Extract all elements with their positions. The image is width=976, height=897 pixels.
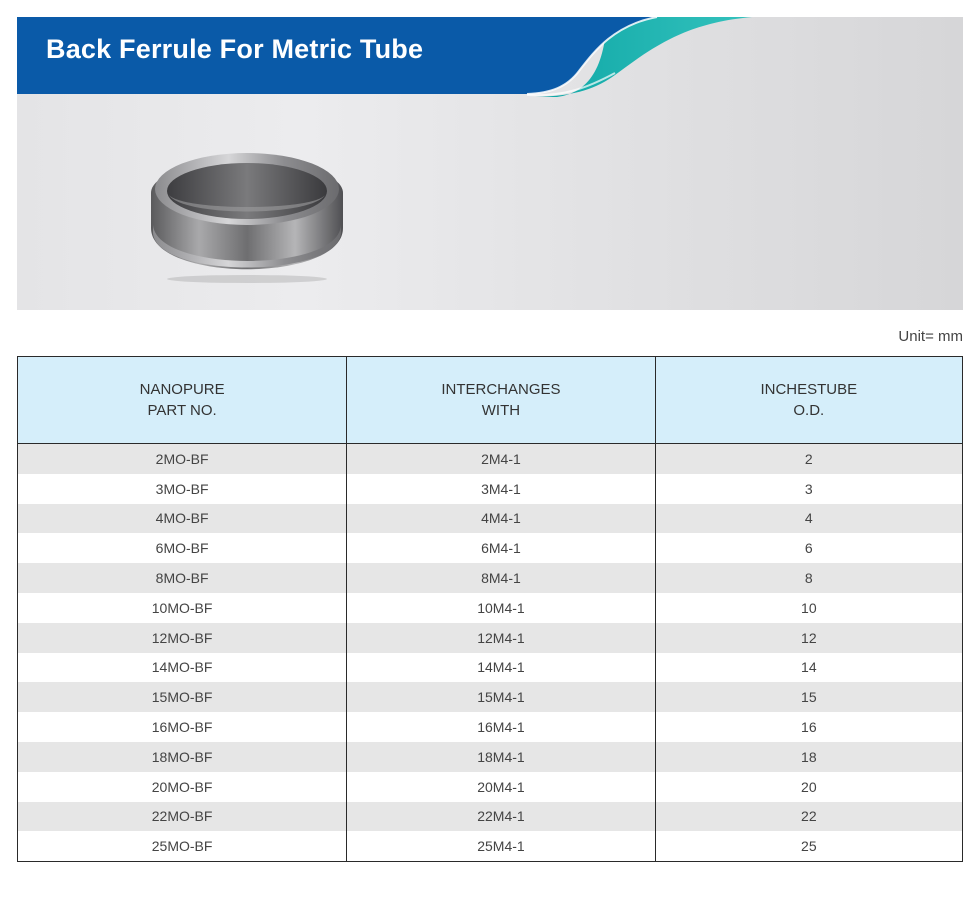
- cell-interchanges: 16M4-1: [347, 712, 655, 742]
- table-row: [18, 563, 963, 593]
- ferrule-spec-table: [17, 356, 963, 862]
- column-header-part-no: [18, 357, 347, 444]
- cell-part-no: 8MO-BF: [18, 563, 347, 593]
- cell-interchanges: 15M4-1: [347, 682, 655, 712]
- table-row: [18, 504, 963, 534]
- header-line: O.D.: [793, 402, 825, 419]
- cell-tube-od: 20: [655, 772, 962, 802]
- cell-part-no: 3MO-BF: [18, 474, 347, 504]
- cell-tube-od: 2: [655, 444, 962, 474]
- cell-part-no: 2MO-BF: [18, 444, 347, 474]
- cell-part-no: 25MO-BF: [18, 831, 347, 861]
- cell-part-no: 14MO-BF: [18, 653, 347, 683]
- table-row: [18, 444, 963, 474]
- cell-tube-od: 22: [655, 802, 962, 832]
- cell-tube-od: 16: [655, 712, 962, 742]
- table-row: [18, 653, 963, 683]
- header-line: PART NO.: [147, 402, 217, 419]
- table-row: [18, 772, 963, 802]
- table-row: [18, 742, 963, 772]
- cell-part-no: 4MO-BF: [18, 504, 347, 534]
- cell-interchanges: 10M4-1: [347, 593, 655, 623]
- table-row: [18, 474, 963, 504]
- table-row: [18, 593, 963, 623]
- cell-interchanges: 20M4-1: [347, 772, 655, 802]
- cell-part-no: 22MO-BF: [18, 802, 347, 832]
- cell-interchanges: 12M4-1: [347, 623, 655, 653]
- header-line: INTERCHANGES: [441, 381, 561, 398]
- column-header-interchanges: [347, 357, 655, 444]
- cell-tube-od: 4: [655, 504, 962, 534]
- cell-interchanges: 2M4-1: [347, 444, 655, 474]
- cell-interchanges: 22M4-1: [347, 802, 655, 832]
- cell-tube-od: 12: [655, 623, 962, 653]
- cell-tube-od: 3: [655, 474, 962, 504]
- table-row: [18, 802, 963, 832]
- cell-part-no: 15MO-BF: [18, 682, 347, 712]
- header-line: NANOPURE: [139, 381, 225, 398]
- cell-interchanges: 3M4-1: [347, 474, 655, 504]
- cell-part-no: 10MO-BF: [18, 593, 347, 623]
- back-ferrule-ring-photo: [143, 133, 353, 285]
- header-line: INCHESTUBE: [760, 381, 858, 398]
- table-row: [18, 623, 963, 653]
- cell-part-no: 16MO-BF: [18, 712, 347, 742]
- cell-part-no: 12MO-BF: [18, 623, 347, 653]
- product-banner: [17, 17, 963, 310]
- cell-tube-od: 6: [655, 533, 962, 563]
- header-line: WITH: [481, 402, 521, 419]
- table-row: [18, 831, 963, 861]
- cell-part-no: 20MO-BF: [18, 772, 347, 802]
- cell-tube-od: 18: [655, 742, 962, 772]
- cell-part-no: 18MO-BF: [18, 742, 347, 772]
- table-header-row: [18, 357, 963, 444]
- cell-interchanges: 4M4-1: [347, 504, 655, 534]
- table-row: [18, 712, 963, 742]
- cell-interchanges: 14M4-1: [347, 653, 655, 683]
- cell-interchanges: 18M4-1: [347, 742, 655, 772]
- cell-interchanges: 6M4-1: [347, 533, 655, 563]
- cell-tube-od: 15: [655, 682, 962, 712]
- table-row: [18, 533, 963, 563]
- cell-interchanges: 25M4-1: [347, 831, 655, 861]
- cell-interchanges: 8M4-1: [347, 563, 655, 593]
- cell-tube-od: 8: [655, 563, 962, 593]
- page-title: Back Ferrule For Metric Tube: [46, 34, 424, 64]
- table-row: [18, 682, 963, 712]
- unit-label: Unit= mm: [898, 328, 963, 345]
- cell-tube-od: 14: [655, 653, 962, 683]
- cell-tube-od: 10: [655, 593, 962, 623]
- cell-tube-od: 25: [655, 831, 962, 861]
- column-header-tube-od: [655, 357, 962, 444]
- cell-part-no: 6MO-BF: [18, 533, 347, 563]
